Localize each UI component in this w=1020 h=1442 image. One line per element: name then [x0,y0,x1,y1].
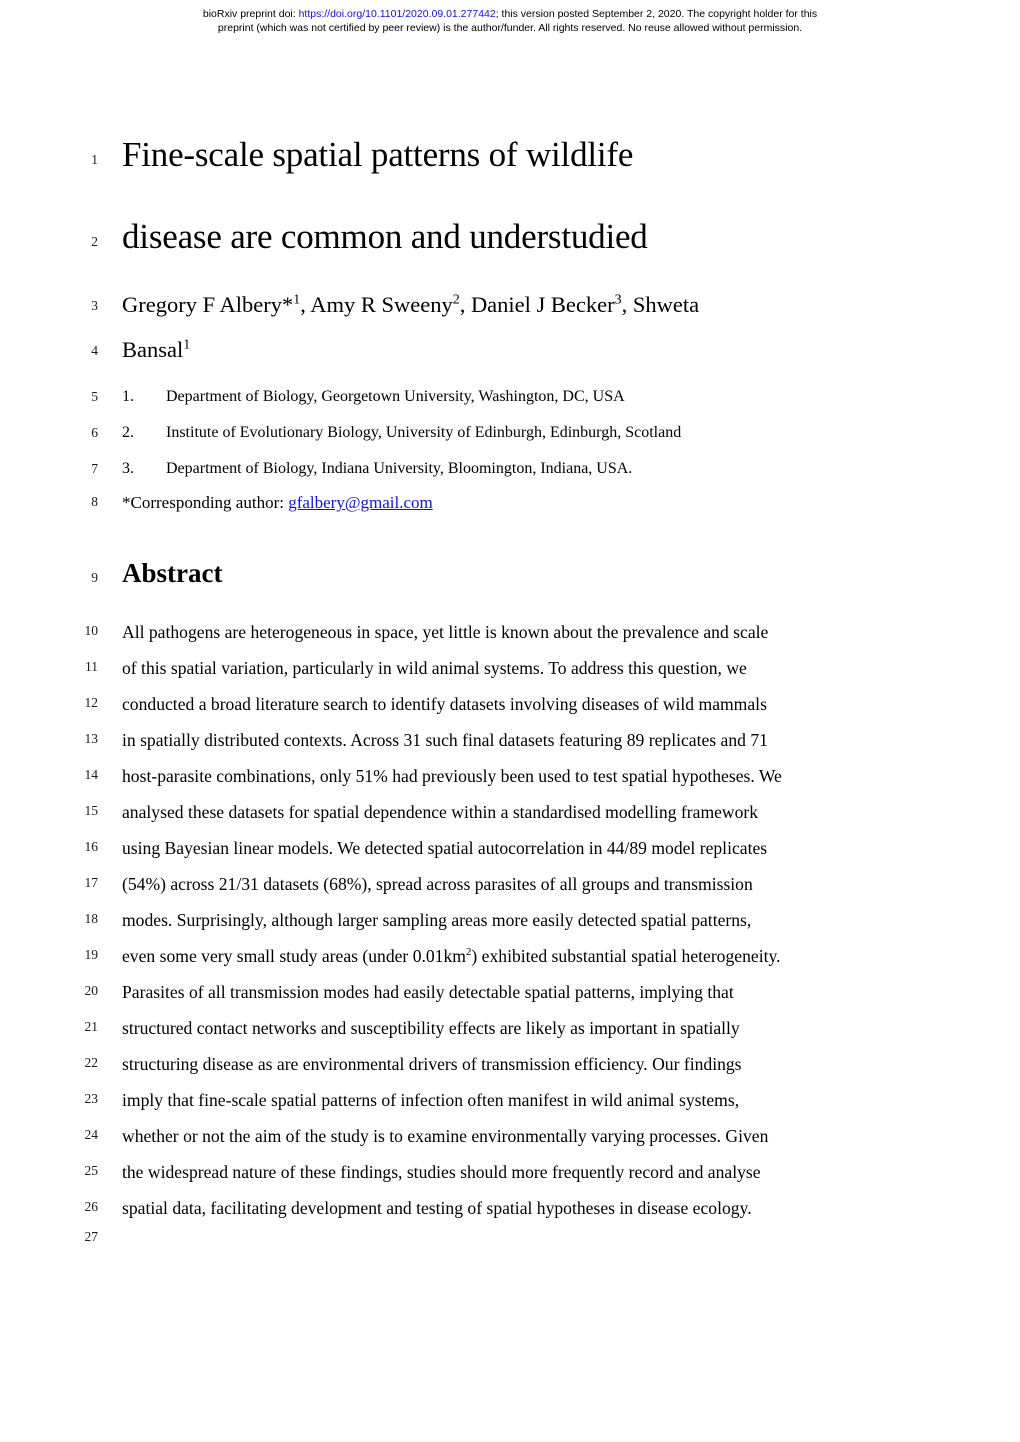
author-affil-marker-4: 1 [183,337,191,353]
affiliation-item [122,459,912,479]
author-affil-marker-1: 1 [293,292,301,308]
doi-link[interactable]: https://doi.org/10.1101/2020.09.01.277442 [298,8,496,20]
page-title-line-2: disease are common and understudied [122,217,648,256]
banner-line-2: preprint (which was not certified by peer review) is the author/funder. All rights reserved. No reuse allowed without permission. [217,21,803,34]
abstract-line: modes. Surprisingly, although larger sampling areas more easily detected spatial patterns, [122,910,752,930]
author-name-3: , Daniel J Becker [459,292,615,317]
page-title-line-1: Fine-scale spatial patterns of wildlife [122,135,634,174]
author-name-1: Gregory F Albery* [122,292,294,317]
line-number: 6 [91,425,98,440]
author-affil-marker-2: 2 [452,292,460,308]
affiliation-item [122,423,912,443]
line-number: 8 [91,494,98,509]
abstract-line: the widespread nature of these findings, studies should more frequently record and analyse [122,1162,761,1182]
abstract-line: (54%) across 21/31 datasets (68%), spread across parasites of all groups and transmission [122,874,753,894]
line-number: 27 [84,1229,98,1244]
line-number: 20 [84,983,98,998]
line-number: 3 [91,298,98,313]
line-number: 16 [84,839,98,854]
affiliation-row-3 [0,459,1020,479]
abstract-line: All pathogens are heterogeneous in space, yet little is known about the prevalence and scale [122,622,769,642]
line-number: 22 [84,1055,98,1070]
author-name-2: , Amy R Sweeny [300,292,453,317]
author-affil-marker-3: 3 [614,292,622,308]
abstract-line: structuring disease as are environmental drivers of transmission efficiency. Our findings [122,1054,742,1074]
abstract-line: Parasites of all transmission modes had easily detectable spatial patterns, implying that [122,982,734,1002]
abstract-line: imply that fine-scale spatial patterns of infection often manifest in wild animal systems, [122,1090,740,1110]
line-number: 7 [91,461,98,476]
author-name-5: Bansal [122,337,184,362]
line-number: 25 [84,1163,98,1178]
line-number: 18 [84,911,98,926]
abstract-line: of this spatial variation, particularly in wild animal systems. To address this question, we [122,658,747,678]
line-number: 17 [84,875,98,890]
abstract-line-presup: even some very small study areas (under 0.01km [122,946,466,966]
corresponding-author-label: *Corresponding author: [122,493,289,512]
abstract-line: conducted a broad literature search to identify datasets involving diseases of wild mammals [122,694,767,714]
line-number: 23 [84,1091,98,1106]
line-number: 14 [84,767,98,782]
affiliation-text: Institute of Evolutionary Biology, University of Edinburgh, Edinburgh, Scotland [166,424,682,441]
line-number: 5 [91,389,98,404]
line-number: 4 [91,343,98,358]
abstract-line-postsup: ) exhibited substantial spatial heterogeneity. [471,946,781,966]
banner-doi-suffix: ; this version posted September 2, 2020. The copyright holder for this [495,8,818,20]
author-list-line-2 [122,337,912,363]
line-number: 9 [91,570,98,585]
line-number: 11 [85,659,98,674]
abstract-line: structured contact networks and susceptibility effects are likely as important in spatially [122,1018,740,1038]
banner-doi-prefix: bioRxiv preprint doi: [202,8,299,20]
line-number: 1 [91,152,98,167]
affiliation-marker: 1. [122,388,134,405]
line-number: 19 [84,947,98,962]
abstract-line: in spatially distributed contexts. Across 31 such final datasets featuring 89 replicates and 71 [122,730,768,750]
author-list-line-1 [122,292,912,318]
affiliation-item [122,387,912,407]
affiliation-row-2 [0,423,1020,443]
abstract-line: spatial data, facilitating development and testing of spatial hypotheses in disease ecology. [122,1198,752,1218]
abstract-line [122,945,912,967]
affiliation-marker: 2. [122,424,134,441]
abstract-heading: Abstract [122,558,223,588]
abstract-line: using Bayesian linear models. We detected spatial autocorrelation in 44/89 model replicates [122,838,768,858]
affiliation-text: Department of Biology, Indiana University, Bloomington, Indiana, USA. [166,460,633,477]
line-number: 13 [84,731,98,746]
area-unit-exponent: 2 [465,946,472,959]
abstract-line: host-parasite combinations, only 51% had previously been used to test spatial hypotheses. We [122,766,782,786]
line-number: 10 [84,623,98,638]
line-number: 24 [84,1127,98,1142]
abstract-line: whether or not the aim of the study is to examine environmentally varying processes. Given [122,1126,769,1146]
line-number: 2 [91,234,98,249]
corresponding-author-email-link[interactable]: gfalbery@gmail.com [288,493,433,512]
line-number: 15 [84,803,98,818]
line-number: 21 [84,1019,98,1034]
affiliation-text: Department of Biology, Georgetown University, Washington, DC, USA [166,388,625,405]
corresponding-author-line [122,492,912,513]
line-number: 26 [84,1199,98,1214]
affiliation-row-1 [0,387,1020,407]
affiliation-marker: 3. [122,460,134,477]
line-number: 12 [84,695,98,710]
abstract-line: analysed these datasets for spatial dependence within a standardised modelling framework [122,802,759,822]
author-name-4: , Shweta [621,292,700,317]
